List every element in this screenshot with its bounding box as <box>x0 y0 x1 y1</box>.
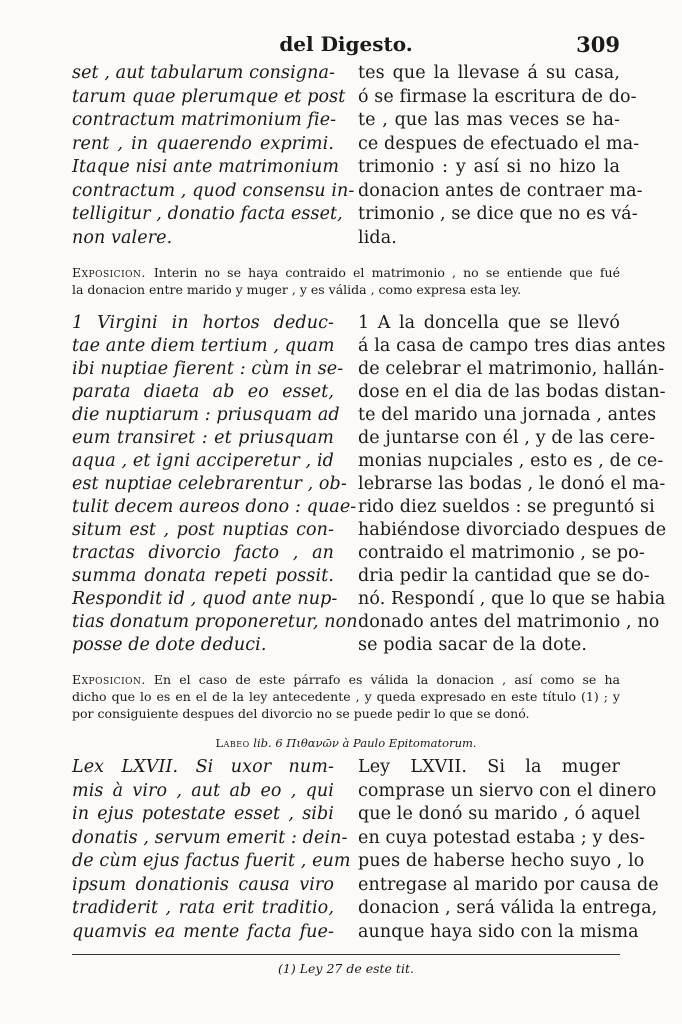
latin-line: summa donata repeti possit. <box>72 566 334 586</box>
citation-author: Labeo <box>215 736 250 750</box>
spanish-line: trimonio , se dice que no es vá- <box>358 204 638 224</box>
latin-line: 1 Virgini in hortos deduc- <box>72 313 334 333</box>
source-citation <box>72 736 620 750</box>
footnote-rule <box>72 954 620 955</box>
latin-line: quamvis ea mente facta fue- <box>72 921 334 942</box>
spanish-line: contraido el matrimonio , se po- <box>358 543 645 563</box>
exposicion-line <box>72 264 620 281</box>
spanish-column <box>358 756 659 944</box>
latin-line: Itaque nisi ante matrimonium <box>72 157 340 177</box>
spanish-line: que le donó su marido , ó aquel <box>358 804 641 824</box>
latin-line: tulit decem aureos dono : quae- <box>72 497 357 517</box>
latin-column <box>72 312 358 657</box>
spanish-line: ce despues de efectuado el ma- <box>358 133 640 154</box>
exposicion-line: la donacion entre marido y muger , y es válida , como expresa esta ley. <box>72 282 522 297</box>
exposicion-label: Exposicion. <box>72 265 146 280</box>
latin-line: tias donatum proponeretur, non <box>72 612 358 632</box>
spanish-line: habiéndose divorciado despues de <box>358 520 667 540</box>
latin-line: set , aut tabularum consigna- <box>72 63 336 83</box>
exposicion-text: En el caso de este párrafo es válida la donacion , así como se ha <box>153 672 620 687</box>
spanish-line: pues de haberse hecho suyo , lo <box>358 851 645 871</box>
spanish-column <box>358 312 667 657</box>
spanish-line: Ley LXVII. Si la muger <box>358 757 620 777</box>
spanish-line: dose en el dia de las bodas distan- <box>358 382 666 402</box>
latin-line: Respondit id , quod ante nup- <box>72 589 338 609</box>
continuation-block <box>72 62 643 250</box>
footnote: (1) Ley 27 de este tit. <box>278 961 414 976</box>
latin-line: situm est , post nuptias con- <box>72 520 334 540</box>
latin-line: tradiderit , rata erit traditio, <box>72 898 334 918</box>
spanish-line: de celebrar el matrimonio, hallán- <box>358 359 665 379</box>
latin-line: Lex LXVII. Si uxor num- <box>72 757 334 777</box>
book-page <box>72 30 667 976</box>
latin-column <box>72 62 355 250</box>
latin-line: contractum matrimonium fie- <box>72 110 337 130</box>
latin-line: telligitur , donatio facta esset, <box>72 204 343 224</box>
latin-line: posse de dote deduci. <box>72 635 267 655</box>
latin-line: non valere. <box>72 227 173 248</box>
latin-line: est nuptiae celebrarentur , ob- <box>72 474 347 494</box>
spanish-line: comprase un siervo con el dinero <box>358 780 657 801</box>
spanish-line: entregase al marido por causa de <box>358 874 659 895</box>
law-block <box>72 756 659 944</box>
latin-line: ipsum donationis causa viro <box>72 874 334 895</box>
latin-line: donatis , servum emerit : dein- <box>72 827 348 848</box>
exposicion-label: Exposicion. <box>72 672 146 687</box>
latin-line: parata diaeta ab eo esset, <box>72 382 334 402</box>
running-title: del Digesto. <box>279 32 413 56</box>
exposicion-line: por consiguiente despues del divorcio no se puede pedir lo que se donó. <box>72 706 530 721</box>
spanish-line: dria pedir la cantidad que se do- <box>358 566 650 586</box>
spanish-line: á la casa de campo tres dias antes <box>358 336 666 356</box>
latin-line: ibi nuptiae fierent : cùm in se- <box>72 359 344 379</box>
spanish-line: donado antes del matrimonio , no <box>358 612 660 632</box>
latin-line: die nuptiarum : priusquam ad <box>72 405 340 425</box>
spanish-line: tes que la llevase á su casa, <box>358 63 620 83</box>
spanish-line: te , que las mas veces se ha- <box>358 110 620 130</box>
latin-line: tae ante diem tertium , quam <box>72 336 335 356</box>
spanish-line: de juntarse con él , y de las cere- <box>358 428 656 448</box>
exposicion-text: Interin no se haya contraido el matrimonio , no se entiende que fué <box>153 265 620 280</box>
spanish-line: lebrarse las bodas , le donó el ma- <box>358 474 666 494</box>
exposicion-line <box>72 671 620 688</box>
spanish-line: se podia sacar de la dote. <box>358 635 588 655</box>
citation-text: lib. 6 Πιθανῶν à Paulo Epitomatorum. <box>253 736 477 750</box>
spanish-line: lida. <box>358 227 397 248</box>
latin-column <box>72 756 351 944</box>
latin-line: contractum , quod consensu in- <box>72 180 355 201</box>
spanish-line: aunque haya sido con la misma <box>358 921 639 942</box>
latin-line: eum transiret : et priusquam <box>72 428 334 448</box>
exposicion-note <box>72 671 620 722</box>
spanish-line: te del marido una jornada , antes <box>358 405 657 425</box>
latin-line: tarum quae plerumque et post <box>72 86 346 107</box>
latin-line: mis à viro , aut ab eo , qui <box>72 780 334 801</box>
spanish-line: rido diez sueldos : se preguntó si <box>358 497 655 517</box>
latin-line: aqua , et igni acciperetur , id <box>72 451 334 471</box>
spanish-column <box>358 62 643 250</box>
spanish-line: nó. Respondí , que lo que se habia <box>358 589 666 609</box>
latin-line: in ejus potestate esset , sibi <box>72 804 334 824</box>
spanish-line: monias nupciales , esto es , de ce- <box>358 451 664 471</box>
spanish-line: donacion , será válida la entrega, <box>358 898 658 918</box>
page-header <box>72 30 620 62</box>
page-number: 309 <box>576 32 620 57</box>
spanish-line: trimonio : y así si no hizo la <box>358 157 620 177</box>
latin-line: de cùm ejus factus fuerit , eum <box>72 851 351 871</box>
latin-line: tractas divorcio facto , an <box>72 543 334 563</box>
exposicion-line: dicho que lo es en el de la ley antecedente , y queda expresado en este título (1) ; y <box>72 689 620 704</box>
spanish-line: donacion antes de contraer ma- <box>358 180 643 201</box>
spanish-line: 1 A la doncella que se llevó <box>358 313 620 333</box>
spanish-line: ó se firmase la escritura de do- <box>358 86 637 107</box>
spanish-line: en cuya potestad estaba ; y des- <box>358 827 646 848</box>
paragraph-block <box>72 312 667 657</box>
latin-line: rent , in quaerendo exprimi. <box>72 133 334 154</box>
exposicion-note <box>72 264 620 298</box>
